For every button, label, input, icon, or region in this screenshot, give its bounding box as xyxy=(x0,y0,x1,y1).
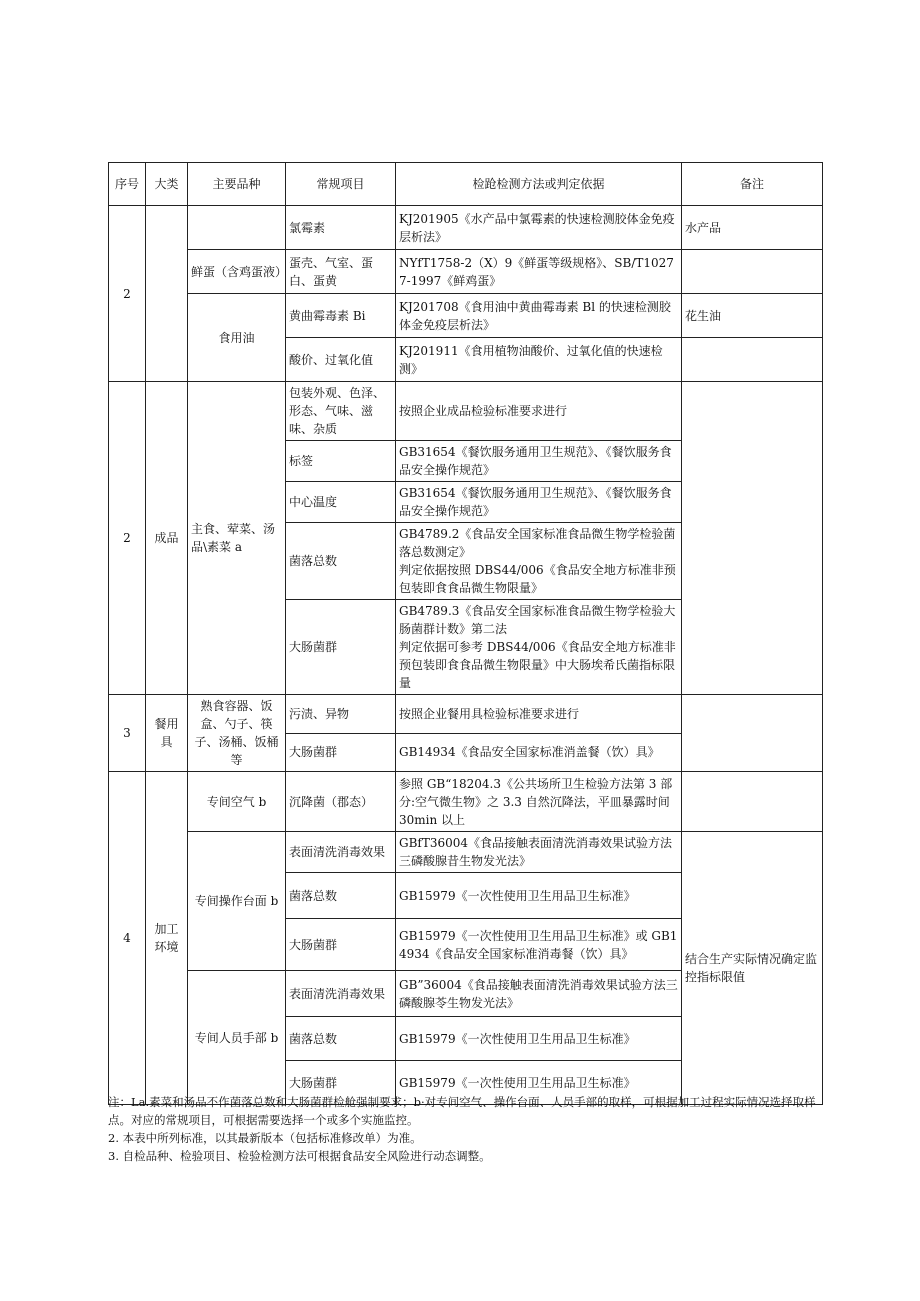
row-note xyxy=(682,382,823,695)
row-item: 沉降菌（郡态） xyxy=(286,772,396,832)
inspection-table xyxy=(108,162,823,1105)
row-category: 加工环境 xyxy=(146,772,188,1105)
row-variety xyxy=(188,206,286,250)
row-item: 氯霉素 xyxy=(286,206,396,250)
row-method: 按照企业餐用具检验标准要求进行 xyxy=(396,695,682,734)
table-row xyxy=(109,772,823,832)
row-item: 蛋壳、气室、蛋白、蛋黄 xyxy=(286,250,396,294)
table-notes xyxy=(108,1093,828,1165)
table-row xyxy=(109,832,823,873)
row-note: 花生油 xyxy=(682,294,823,338)
row-variety: 熟食容器、饭盒、勺子、筷子、汤桶、饭桶等 xyxy=(188,695,286,772)
row-method: GB15979《一次性使用卫生用品卫生标准》 xyxy=(396,873,682,919)
table-row xyxy=(109,695,823,734)
row-method: GBfT36004《食品接触表面清洗消毒效果试验方法三磷酸腺昔生物发光法》 xyxy=(396,832,682,873)
row-method: GB15979《一次性使用卫生用品卫生标准》 xyxy=(396,1061,682,1105)
row-item: 标签 xyxy=(286,441,396,482)
row-method: GB4789.2《食品安全国家标准食品微生物学检验菌落总数测定》 判定依据按照 DBS44/006《食品安全地方标准非预包装即食食品微生物限量》 xyxy=(396,523,682,600)
row-note xyxy=(682,250,823,294)
row-method: GB15979《一次性使用卫生用品卫生标准》或 GB14934《食品安全国家标准消毒餐（饮）具》 xyxy=(396,919,682,971)
header-method: 检跄检测方法或判定依据 xyxy=(396,163,682,206)
row-item: 大肠菌群 xyxy=(286,1061,396,1105)
row-method: KJ201708《食用油中黄曲霉毒素 Bl 的快速检测胶体金免疫层析法》 xyxy=(396,294,682,338)
row-item: 大肠菌群 xyxy=(286,733,396,772)
row-variety: 专间操作台面 b xyxy=(188,832,286,971)
row-method: NYfT1758-2（X）9《鲜蛋等级规格》、SB/T10277-1997《鲜鸡蛋》 xyxy=(396,250,682,294)
row-item: 污渍、异物 xyxy=(286,695,396,734)
row-item: 大肠菌群 xyxy=(286,919,396,971)
header-note: 备注 xyxy=(682,163,823,206)
row-category xyxy=(146,206,188,382)
row-variety: 专间空气 b xyxy=(188,772,286,832)
row-method: GB”36004《食品接触表面清洗消毒效果试验方法三磷酸腺苓生物发光法》 xyxy=(396,971,682,1017)
row-method: GB14934《食品安全国家标准消盖餐（饮）具》 xyxy=(396,733,682,772)
row-item: 中心温度 xyxy=(286,482,396,523)
table-row xyxy=(109,294,823,338)
row-number: 2 xyxy=(109,206,146,382)
row-note xyxy=(682,338,823,382)
row-method: KJ201911《食用植物油酸价、过氧化值的快速检测》 xyxy=(396,338,682,382)
row-method: 按照企业成品检验标准要求进行 xyxy=(396,382,682,441)
table-row xyxy=(109,206,823,250)
row-method: GB31654《餐饮服务通用卫生规范》、《餐饮服务食品安全操作规范》 xyxy=(396,441,682,482)
row-item: 大肠菌群 xyxy=(286,600,396,695)
row-item: 黄曲霉毒素 Bi xyxy=(286,294,396,338)
note-line: 3. 自检品种、检验项目、检验检测方法可根据食品安全风险进行动态调整。 xyxy=(108,1149,491,1163)
header-item: 常规项目 xyxy=(286,163,396,206)
note-line: 注：La.素菜和汤品不作菌落总数和大肠菌群检舱强制要求；b·对专间空气、操作台面、人员手部的取样，可根据加工过程实际情况选择取样点。对应的常规项目，可根据需要选择一个或多个实施监控。 xyxy=(108,1095,816,1127)
row-category: 餐用具 xyxy=(146,695,188,772)
row-note: 结合生产实际情况确定监控指标限值 xyxy=(682,832,823,1105)
row-variety: 食用油 xyxy=(188,294,286,382)
row-number: 2 xyxy=(109,382,146,695)
table-row xyxy=(109,382,823,441)
row-method: KJ201905《水产品中氯霉素的快速检测胶体金免疫层析法》 xyxy=(396,206,682,250)
row-variety: 主食、荤菜、汤品\素菜 a xyxy=(188,382,286,695)
note-line: 2. 本表中所列标准，以其最新版本（包括标准修改单）为准。 xyxy=(108,1131,422,1145)
row-variety: 鲜蛋（含鸡蛋液） xyxy=(188,250,286,294)
row-item: 酸价、过氧化值 xyxy=(286,338,396,382)
header-no: 序号 xyxy=(109,163,146,206)
row-note xyxy=(682,772,823,832)
row-method: GB4789.3《食品安全国家标准食品微生物学检验大肠菌群计数》第二法 判定依据可参考 DBS44/006《食品安全地方标准非预包装即食食品微生物限量》中大肠埃希氏菌指标限量 xyxy=(396,600,682,695)
row-item: 包装外观、色泽、形态、气味、滋味、杂质 xyxy=(286,382,396,441)
row-category: 成品 xyxy=(146,382,188,695)
row-item: 菌落总数 xyxy=(286,873,396,919)
row-note: 水产品 xyxy=(682,206,823,250)
row-note xyxy=(682,695,823,772)
table-row xyxy=(109,250,823,294)
row-method: GB31654《餐饮服务通用卫生规范》、《餐饮服务食品安全操作规范》 xyxy=(396,482,682,523)
row-number: 3 xyxy=(109,695,146,772)
row-item: 菌落总数 xyxy=(286,1017,396,1061)
header-variety: 主要品种 xyxy=(188,163,286,206)
row-number: 4 xyxy=(109,772,146,1105)
table-header-row xyxy=(109,163,823,206)
row-item: 菌落总数 xyxy=(286,523,396,600)
row-item: 表面清洗消毒效果 xyxy=(286,832,396,873)
row-method: GB15979《一次性使用卫生用品卫生标准》 xyxy=(396,1017,682,1061)
row-method: 参照 GB“18204.3《公共场所卫生检验方法第 3 部分:空气微生物》之 3.3 自然沉降法，平皿暴露时间 30min 以上 xyxy=(396,772,682,832)
header-category: 大类 xyxy=(146,163,188,206)
row-variety: 专间人员手部 b xyxy=(188,971,286,1105)
row-item: 表面清洗消毒效果 xyxy=(286,971,396,1017)
